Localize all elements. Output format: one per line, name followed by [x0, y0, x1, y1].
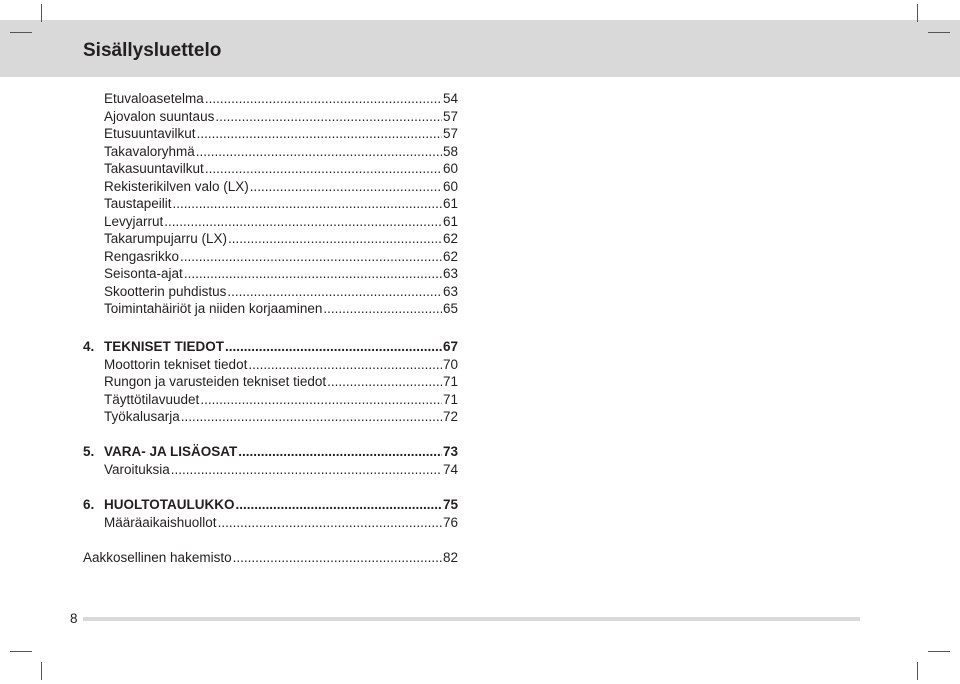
dot-leader [173, 195, 442, 212]
toc-entry [104, 195, 458, 212]
toc-entry [104, 461, 458, 478]
toc-entry [104, 213, 458, 230]
dot-leader [248, 356, 442, 373]
dot-leader [228, 230, 442, 247]
toc-entry-page: 58 [442, 143, 458, 159]
toc-entry-page: 82 [442, 550, 458, 565]
dot-leader [323, 300, 442, 317]
toc-entry-page: 61 [442, 196, 458, 211]
toc-entry-page: 60 [442, 161, 458, 176]
toc-entry-title: Rungon ja varusteiden tekniset tiedot [104, 374, 327, 389]
toc-section-heading [83, 338, 458, 355]
dot-leader [218, 514, 442, 531]
toc-entry-title: Takasuuntavilkut [104, 161, 204, 176]
dot-leader [164, 213, 442, 230]
toc-entry [104, 391, 458, 408]
toc-entry-title: Työkalusarja [104, 409, 180, 424]
toc-entry-title: Rekisterikilven valo (LX) [104, 178, 249, 194]
toc-entry-page: 74 [442, 461, 458, 477]
dot-leader [205, 90, 442, 107]
toc-entry-page: 65 [442, 301, 458, 316]
toc-entry-title: Varoituksia [104, 461, 170, 477]
toc-entry-title: Levyjarrut [104, 213, 164, 229]
dot-leader [233, 549, 442, 566]
toc-entry-page: 54 [442, 91, 458, 106]
toc-entry-title: VARA- JA LISÄOSAT [104, 444, 238, 459]
section-number: 4. [83, 339, 95, 354]
dot-leader [180, 248, 442, 265]
toc-entry-title: Ajovalon suuntaus [104, 108, 215, 124]
toc-section-heading [83, 443, 458, 460]
toc-entry-title: Takarumpujarru (LX) [104, 231, 228, 246]
toc-entry [104, 356, 458, 373]
footer-rule [83, 617, 860, 621]
toc-entry [104, 300, 458, 317]
toc-entry [104, 143, 458, 160]
dot-leader [171, 461, 442, 478]
toc-entry-title: Moottorin tekniset tiedot [104, 356, 248, 372]
toc-entry-page: 57 [442, 108, 458, 124]
toc-entry-title: Täyttötilavuudet [104, 391, 200, 407]
toc-entry-title: Takavaloryhmä [104, 143, 195, 159]
toc-entry-title: HUOLTOTAULUKKO [104, 497, 235, 512]
toc-entry-title: Taustapeilit [104, 196, 172, 211]
toc-entry-page: 71 [442, 374, 458, 389]
toc-entry [104, 90, 458, 107]
dot-leader [215, 108, 442, 125]
dot-leader [227, 283, 442, 300]
toc-entry [104, 408, 458, 425]
toc-entry-page: 61 [442, 213, 458, 229]
toc-entry-title: Skootterin puhdistus [104, 283, 227, 299]
dot-leader [250, 178, 442, 195]
dot-leader [197, 125, 442, 142]
toc-entry-page: 72 [442, 409, 458, 424]
toc-section-heading [83, 496, 458, 513]
toc-entry-page: 70 [442, 356, 458, 372]
toc-entry-title: Aakkosellinen hakemisto [83, 550, 232, 565]
toc-entry-title: Etusuuntavilkut [104, 126, 196, 141]
toc-entry-page: 63 [442, 283, 458, 299]
toc-entry [104, 125, 458, 142]
toc-entry-page: 76 [442, 514, 458, 530]
toc-entry [104, 373, 458, 390]
dot-leader [205, 160, 442, 177]
dot-leader [236, 496, 442, 513]
toc-entry-page: 75 [442, 497, 458, 512]
toc-entry-page: 71 [442, 391, 458, 407]
toc-entry-title: Toimintahäiriöt ja niiden korjaaminen [104, 301, 323, 316]
page-number: 8 [70, 611, 78, 626]
toc-entry-page: 63 [442, 266, 458, 281]
dot-leader [200, 391, 442, 408]
toc-index-entry [83, 549, 458, 566]
dot-leader [327, 373, 442, 390]
toc-entry [104, 178, 458, 195]
toc-entry-page: 57 [442, 126, 458, 141]
dot-leader [196, 143, 442, 160]
toc-entry-page: 60 [442, 178, 458, 194]
toc-entry [104, 248, 458, 265]
page-title: Sisällysluettelo [83, 40, 222, 61]
toc-entry [104, 265, 458, 282]
toc-entry-title: Etuvaloasetelma [104, 91, 204, 106]
toc-entry-title: TEKNISET TIEDOT [104, 339, 225, 354]
section-number: 6. [83, 497, 95, 512]
toc-entry [104, 283, 458, 300]
dot-leader [225, 338, 442, 355]
toc-entry [104, 108, 458, 125]
toc-entry [104, 514, 458, 531]
toc-entry [104, 230, 458, 247]
toc-entry-page: 62 [442, 231, 458, 246]
dot-leader [181, 408, 442, 425]
toc-entry-title: Seisonta-ajat [104, 266, 183, 281]
toc-entry-page: 67 [442, 339, 458, 354]
toc-entry-page: 62 [442, 248, 458, 264]
section-number: 5. [83, 444, 95, 459]
toc-entry-title: Määräaikaishuollot [104, 514, 217, 530]
toc-entry-page: 73 [442, 444, 458, 459]
dot-leader [184, 265, 442, 282]
toc-entry [104, 160, 458, 177]
dot-leader [238, 443, 442, 460]
toc-entry-title: Rengasrikko [104, 248, 180, 264]
